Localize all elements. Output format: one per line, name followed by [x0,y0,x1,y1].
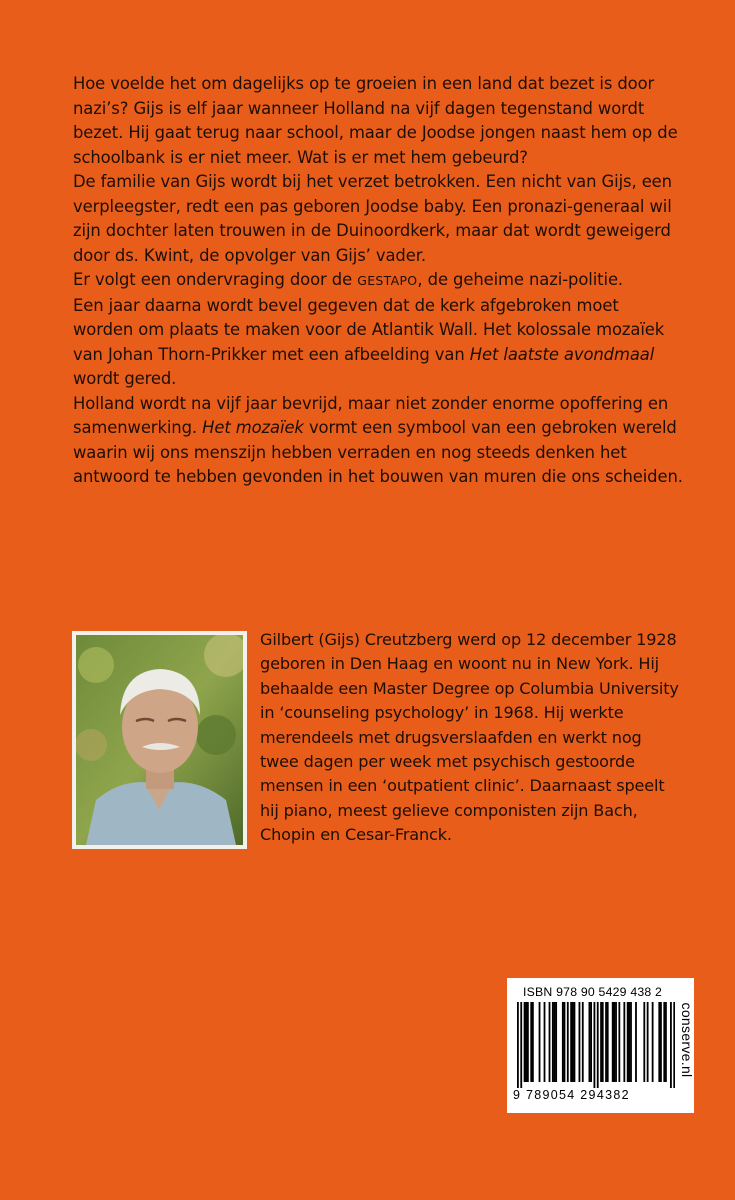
barcode-bar [555,1002,557,1082]
artwork-title: Het laatste avondmaal [469,344,655,364]
barcode-bar [628,1002,630,1082]
barcode-bar [572,1002,574,1082]
barcode-bar [579,1002,581,1082]
barcode-bar [554,1002,556,1082]
barcode-bar [600,1002,602,1082]
publisher-url: conserve.nl [679,1002,695,1078]
barcode-bar [582,1002,584,1082]
barcode-bar [647,1002,649,1082]
book-title: Het mozaïek [202,418,304,437]
isbn-barcode [507,978,694,1113]
blurb-p3-start: Er volgt een ondervraging door de [73,270,358,289]
barcode-bar [615,1002,617,1082]
barcode-bar [567,1002,569,1082]
barcode-bar [594,1002,596,1088]
barcode-bar [658,1002,660,1082]
barcode-bar [673,1002,675,1088]
barcode-bar [527,1002,529,1082]
barcode-bar [590,1002,592,1082]
blurb-p5-end: vormt een symbool van een gebroken wereld waarin wij ons menszijn hebben verraden en nog steeds denken het antwoord te hebben gevonden in het bouwen van muren die ons scheiden. [73,418,683,486]
blurb-p4-end: wordt gered. [73,369,177,388]
barcode-bar [570,1002,572,1082]
barcode-bar [589,1002,591,1082]
barcode-bar [539,1002,541,1082]
author-portrait-illustration [76,635,243,845]
ean-barcode-bars [517,1002,675,1088]
barcode-bar [663,1002,665,1082]
blurb-paragraph-5 [73,392,683,490]
author-photo [72,631,247,849]
barcode-bar [612,1002,614,1082]
barcode-bar [552,1002,554,1082]
barcode-bar [517,1002,519,1088]
ean-digits: 9 789054 294382 [513,1088,630,1102]
barcode-bar [574,1002,576,1082]
barcode-bar [660,1002,662,1082]
barcode-bar [613,1002,615,1082]
gestapo-smallcaps: GESTAPO [357,273,418,288]
barcode-bar [630,1002,632,1082]
isbn-number: ISBN 978 90 5429 438 2 [523,985,663,999]
barcode-bar [635,1002,637,1082]
barcode-bar [562,1002,564,1082]
barcode-bar [530,1002,532,1082]
barcode-bar [597,1002,599,1088]
barcode-bar [623,1002,625,1082]
barcode-bar [605,1002,607,1082]
barcode-bar [618,1002,620,1082]
back-cover-blurb [73,72,683,490]
blurb-paragraph-4 [73,294,683,392]
author-bio: Gilbert (Gijs) Creutzberg werd op 12 december 1928 geboren in Den Haag en woont nu in New York. Hij behaalde een Master Degree op Columbia University in ‘counseling psychology’ in 1968. Hij werkte merendeels met drugsverslaafden en werkt nog twee dagen per week met psychisch gestoorde mensen in een ‘outpatient clinic’. Daarnaast speelt hij piano, meest gelieve componisten zijn Bach, Chopin en Cesar-Franck. [260,630,679,845]
blurb-p5-start: Holland wordt na vijf jaar bevrijd, maar niet zonder enorme opoffering en samenwerking. [73,393,669,437]
barcode-bar [665,1002,667,1082]
barcode-bar [532,1002,534,1082]
barcode-bar [544,1002,546,1082]
barcode-bar [520,1002,522,1088]
barcode-bar [549,1002,551,1082]
blurb-paragraph-3 [73,268,683,294]
barcode-bar [525,1002,527,1082]
barcode-bar [564,1002,566,1082]
blurb-p4-start: Een jaar daarna wordt bevel gegeven dat de kerk afgebroken moet worden om plaats te maken voor de Atlantik Wall. Het kolossale mozaïek van Johan Thorn-Prikker met een afbeelding van [73,295,665,364]
barcode-bar [652,1002,654,1082]
barcode-bar [670,1002,672,1088]
barcode-bar [627,1002,629,1082]
barcode-bar [607,1002,609,1082]
blurb-paragraph-1: Hoe voelde het om dagelijks op te groeien in een land dat bezet is door nazi’s? Gijs is elf jaar wanneer Holland na vijf dagen tegenstand wordt bezet. Hij gaat terug naar school, maar de Joodse jongen naast hem op de schoolbank is er niet meer. Wat is er met hem gebeurd? [73,74,678,167]
blurb-paragraph-2: De familie van Gijs wordt bij het verzet betrokken. Een nicht van Gijs, een verpleegster, redt een pas geboren Joodse baby. Een pronazi-generaal wil zijn dochter laten trouwen in de Duinoordkerk, maar dat wordt geweigerd door ds. Kwint, de opvolger van Gijs’ vader. [73,172,672,265]
barcode-bar [602,1002,604,1082]
barcode-bar [643,1002,645,1082]
blurb-p3-end: , de geheime nazi-politie. [417,270,624,289]
barcode-bar [524,1002,526,1082]
